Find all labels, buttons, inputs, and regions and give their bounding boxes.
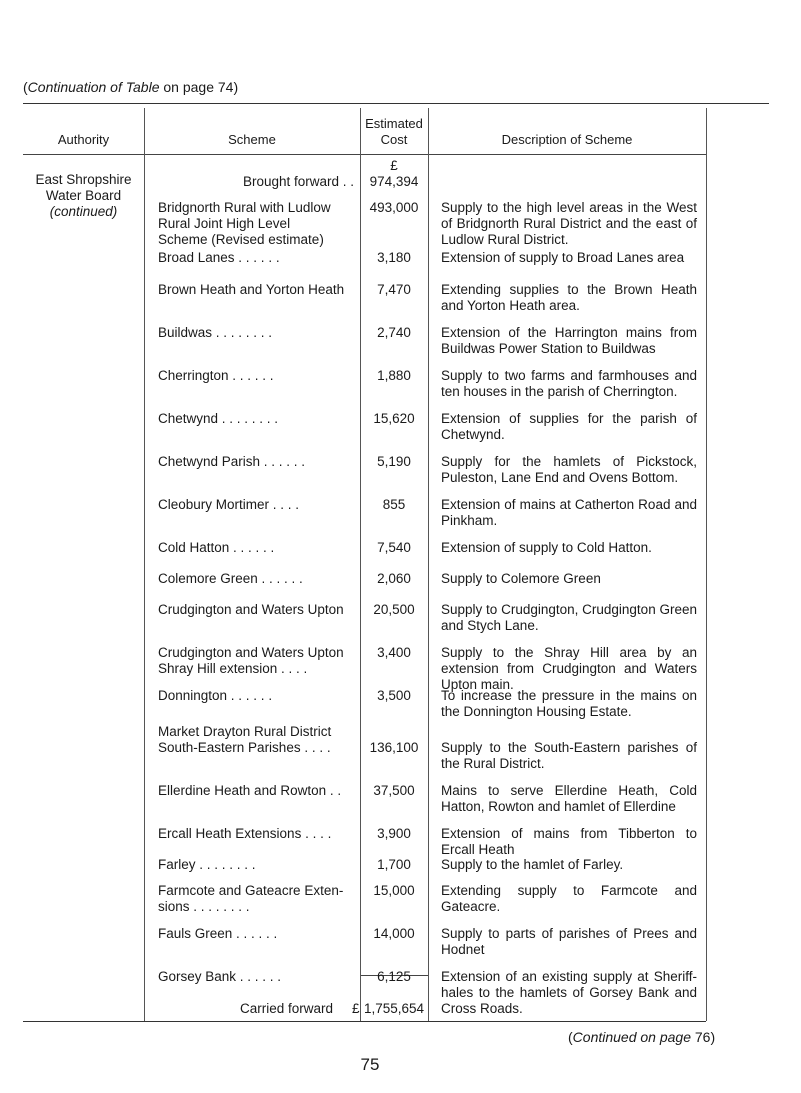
scheme-description: Extending supply to Farmcote and Gateacre. (441, 883, 697, 914)
col-divider-1 (144, 108, 145, 1021)
scheme-name: Crudgington and Waters Upton Shray Hill extension . . . . (158, 645, 344, 676)
scheme-name: Cold Hatton . . . . . . (158, 540, 275, 555)
scheme-cost: 3,400 (377, 645, 411, 660)
scheme-description: Supply for the hamlets of Pickstock, Puleston, Lane End and Ovens Bottom. (441, 454, 697, 485)
scheme-cost: 7,470 (377, 282, 411, 297)
scheme-cost: 3,900 (377, 826, 411, 841)
scheme-description: Supply to the South-Eastern parishes of the Rural District. (441, 740, 697, 771)
scheme-name: Gorsey Bank . . . . . . (158, 969, 282, 984)
scheme-description: Extension of mains at Catherton Road and Pinkham. (441, 497, 697, 528)
scheme-cost: 3,180 (377, 250, 411, 265)
scheme-name: Fauls Green . . . . . . (158, 926, 278, 941)
scheme-description: Extension of mains from Tibberton to Ercall Heath (441, 826, 697, 857)
authority-name: East Shropshire Water Board (continued) (35, 172, 132, 219)
scheme-name: Bridgnorth Rural with Ludlow Rural Joint High Level Scheme (Revised estimate) (158, 200, 331, 247)
scheme-description: Supply to Crudgington, Crudgington Green and Stych Lane. (441, 602, 697, 633)
scheme-description: Supply to the hamlet of Farley. (441, 857, 624, 872)
scheme-description: Supply to parts of parishes of Prees and Hodnet (441, 926, 697, 957)
currency-symbol: £ (390, 158, 398, 173)
carried-forward-currency: £ (352, 1001, 360, 1016)
scheme-description: Extending supplies to the Brown Heath and Yorton Heath area. (441, 282, 697, 313)
scheme-description: Extension of an existing supply at Sheriff-hales to the hamlets of Gorsey Bank and Cross Roads. (441, 969, 697, 1016)
scheme-cost: 14,000 (373, 926, 415, 941)
scheme-name: Donnington . . . . . . (158, 688, 273, 703)
scheme-name: Farley . . . . . . . . (158, 857, 256, 872)
scheme-cost: 2,060 (377, 571, 411, 586)
table-right-border (706, 108, 707, 1021)
scheme-cost: 6,125 (377, 969, 411, 984)
scheme-description: Supply to two farms and farmhouses and ten houses in the parish of Cherrington. (441, 368, 697, 399)
brought-forward-label: Brought forward . . (242, 174, 354, 189)
continued-note: (Continued on page 76) (568, 1029, 716, 1045)
table-top-rule (23, 103, 769, 104)
scheme-description: Extension of supply to Broad Lanes area (441, 250, 685, 265)
scheme-cost: 493,000 (369, 200, 419, 215)
scheme-cost: 37,500 (373, 783, 415, 798)
header-description: Description of Scheme (501, 132, 633, 147)
scheme-description: Supply to the high level areas in the West of Bridgnorth Rural District and the east of Ludlow Rural District. (441, 200, 697, 247)
header-scheme: Scheme (228, 132, 276, 147)
scheme-name: Ellerdine Heath and Rowton . . (158, 783, 342, 798)
brought-forward-cost: 974,394 (369, 174, 419, 189)
scheme-name: Cherrington . . . . . . (158, 368, 274, 383)
scheme-cost: 15,620 (373, 411, 415, 426)
scheme-name: Broad Lanes . . . . . . (158, 250, 280, 265)
table-bottom-rule (23, 1021, 706, 1022)
col-divider-3 (428, 108, 429, 1021)
scheme-cost: 20,500 (373, 602, 415, 617)
scheme-description: To increase the pressure in the mains on the Donnington Housing Estate. (441, 688, 697, 719)
scheme-description: Extension of the Harrington mains from Buildwas Power Station to Buildwas (441, 325, 697, 356)
scheme-cost: 1,700 (377, 857, 411, 872)
continuation-note: (Continuation of Table on page 74) (23, 79, 239, 95)
header-estimated-cost: Estimated Cost (365, 116, 423, 147)
scheme-cost: 5,190 (377, 454, 411, 469)
scheme-cost: 855 (382, 497, 406, 512)
scheme-description: Mains to serve Ellerdine Heath, Cold Hatton, Rowton and hamlet of Ellerdine (441, 783, 697, 814)
page-number: 75 (360, 1055, 380, 1074)
scheme-cost: 7,540 (377, 540, 411, 555)
carried-forward-cost: 1,755,654 (364, 1001, 425, 1016)
scheme-name: Buildwas . . . . . . . . (158, 325, 273, 340)
scheme-name: Ercall Heath Extensions . . . . (158, 826, 332, 841)
scheme-cost: 3,500 (377, 688, 411, 703)
scheme-cost: 136,100 (369, 740, 419, 755)
header-bottom-rule (23, 154, 706, 155)
scheme-cost: 15,000 (373, 883, 415, 898)
scheme-description: Extension of supply to Cold Hatton. (441, 540, 652, 555)
scheme-description: Supply to Colemore Green (441, 571, 601, 586)
carried-forward-label: Carried forward (240, 1001, 334, 1016)
scheme-cost: 2,740 (377, 325, 411, 340)
scheme-name: Colemore Green . . . . . . (158, 571, 303, 586)
scheme-name: Market Drayton Rural District South-Eastern Parishes . . . . (158, 724, 332, 755)
scheme-name: Brown Heath and Yorton Heath (158, 282, 345, 297)
scheme-name: Chetwynd Parish . . . . . . (158, 454, 306, 469)
scheme-name: Farmcote and Gateacre Exten- sions . . . . . . . . (158, 883, 344, 914)
scheme-name: Cleobury Mortimer . . . . (158, 497, 300, 512)
scheme-name: Crudgington and Waters Upton (158, 602, 344, 617)
scheme-cost: 1,880 (377, 368, 411, 383)
scheme-description: Supply to the Shray Hill area by an extension from Crudgington and Waters Upton main. (441, 645, 697, 692)
scheme-description: Extension of supplies for the parish of Chetwynd. (441, 411, 697, 442)
scheme-name: Chetwynd . . . . . . . . (158, 411, 279, 426)
header-authority: Authority (57, 132, 110, 147)
